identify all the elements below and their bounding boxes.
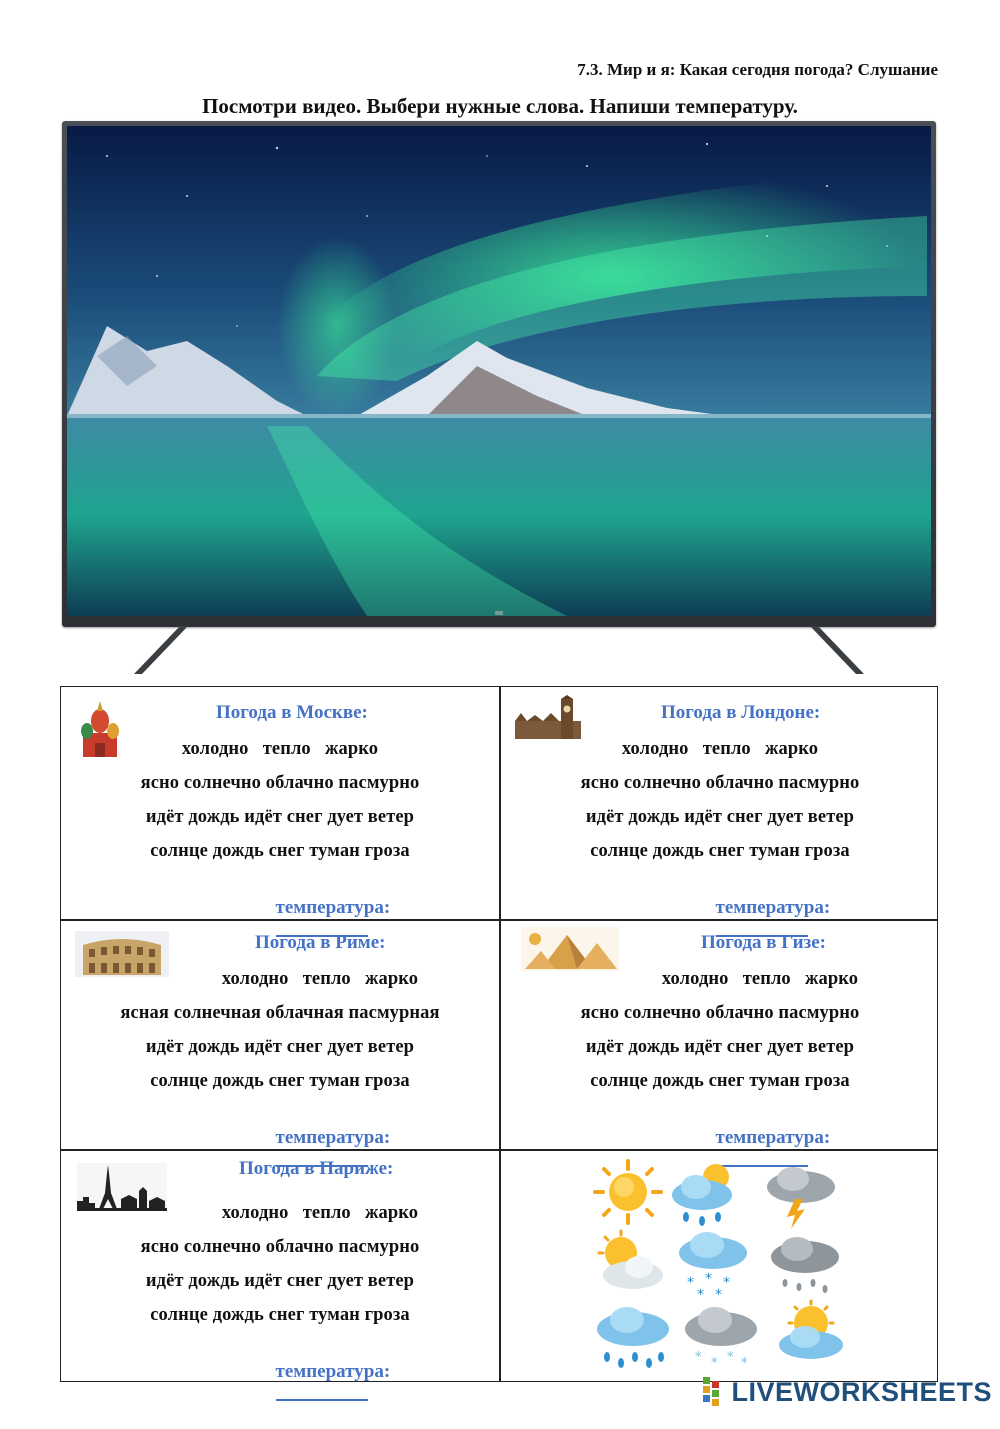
weather-words[interactable]: холодно тепло жарко [661,969,859,989]
tv-brand-logo [495,611,503,615]
cell-giza [501,921,939,1149]
weather-words[interactable]: солнце дождь снег туман гроза [590,1071,850,1091]
temperature-label: температура: [275,1127,391,1148]
weather-words[interactable]: идёт дождь идёт снег дует ветер [585,1037,855,1057]
weather-words[interactable]: солнце дождь снег туман гроза [150,1071,410,1091]
liveworksheets-logo-text: LIVEWORKSHEETS [731,1376,992,1407]
cell-title: Погода в Лондоне: [661,702,821,723]
partly-cloudy-icon [593,1229,667,1293]
heavy-rain-icon [593,1301,675,1373]
lesson-title: 7.3. Мир и я: Какая сегодня погода? Слушание [577,60,938,79]
weather-words[interactable]: холодно тепло жарко [221,1203,419,1223]
svg-text:*: * [695,1350,702,1365]
rain-cloud-icon [765,1229,845,1299]
sun-rain-cloud-icon [666,1159,746,1229]
temperature-input[interactable] [276,1383,368,1401]
svg-text:*: * [711,1356,718,1371]
svg-text:*: * [727,1350,734,1365]
temperature-label: температура: [715,1127,831,1148]
svg-text:*: * [741,1356,748,1371]
temperature-label: температура: [715,897,831,918]
sleet-icon [681,1301,763,1373]
liveworksheets-logo[interactable] [703,1375,992,1409]
instruction: Посмотри видео. Выбери нужные слова. Напиши температуру. [202,94,798,118]
weather-words[interactable]: ясно солнечно облачно пасмурно [140,1237,420,1257]
big-ben-icon [515,695,581,741]
svg-text:*: * [687,1275,694,1291]
weather-words[interactable]: холодно тепло жарко [621,739,819,759]
tv-stand-right [806,624,866,676]
temperature-label: температура: [275,1361,391,1382]
weather-words[interactable]: холодно тепло жарко [221,969,419,989]
weather-words[interactable]: солнце дождь снег туман гроза [150,841,410,861]
weather-words[interactable]: ясно солнечно облачно пасмурно [580,1003,860,1023]
weather-words[interactable]: ясно солнечно облачно пасмурно [580,773,860,793]
cell-weather-icons [501,1151,939,1381]
svg-text:*: * [697,1287,704,1301]
weather-words[interactable]: идёт дождь идёт снег дует ветер [145,1037,415,1057]
temperature-row [247,1339,390,1429]
svg-text:*: * [723,1275,730,1291]
cell-title: Погода в Москве: [216,702,368,723]
cell-london [501,687,939,919]
cell-paris [61,1151,499,1381]
weather-words[interactable]: идёт дождь идёт снег дует ветер [145,807,415,827]
weather-words[interactable]: идёт дождь идёт снег дует ветер [145,1271,415,1291]
liveworksheets-logo-icon [703,1377,729,1407]
weather-words[interactable]: ясная солнечная облачная пасмурная [120,1003,440,1023]
weather-words[interactable]: ясно солнечно облачно пасмурно [140,773,420,793]
weather-words[interactable]: холодно тепло жарко [181,739,379,759]
weather-grid [60,686,938,1382]
svg-text:*: * [705,1271,712,1287]
weather-words[interactable]: солнце дождь снег туман гроза [150,1305,410,1325]
tv-stand-left [132,624,192,676]
cell-title: Погода в Гизе: [701,932,826,953]
cell-title: Погода в Риме: [255,932,386,953]
cell-moscow [61,687,499,919]
weather-words[interactable]: солнце дождь снег туман гроза [590,841,850,861]
sun-behind-cloud-icon [773,1299,847,1365]
weather-words[interactable]: идёт дождь идёт снег дует ветер [585,807,855,827]
cell-rome [61,921,499,1149]
video-tv[interactable] [62,121,936,627]
snow-cloud-icon [671,1225,757,1301]
video-screen[interactable] [67,126,931,616]
svg-text:*: * [715,1287,722,1301]
cell-title: Погода в Париже: [239,1158,394,1179]
sun-icon [593,1159,663,1225]
pyramids-icon [521,927,619,971]
temperature-label: температура: [275,897,391,918]
thunderstorm-icon [761,1159,843,1229]
